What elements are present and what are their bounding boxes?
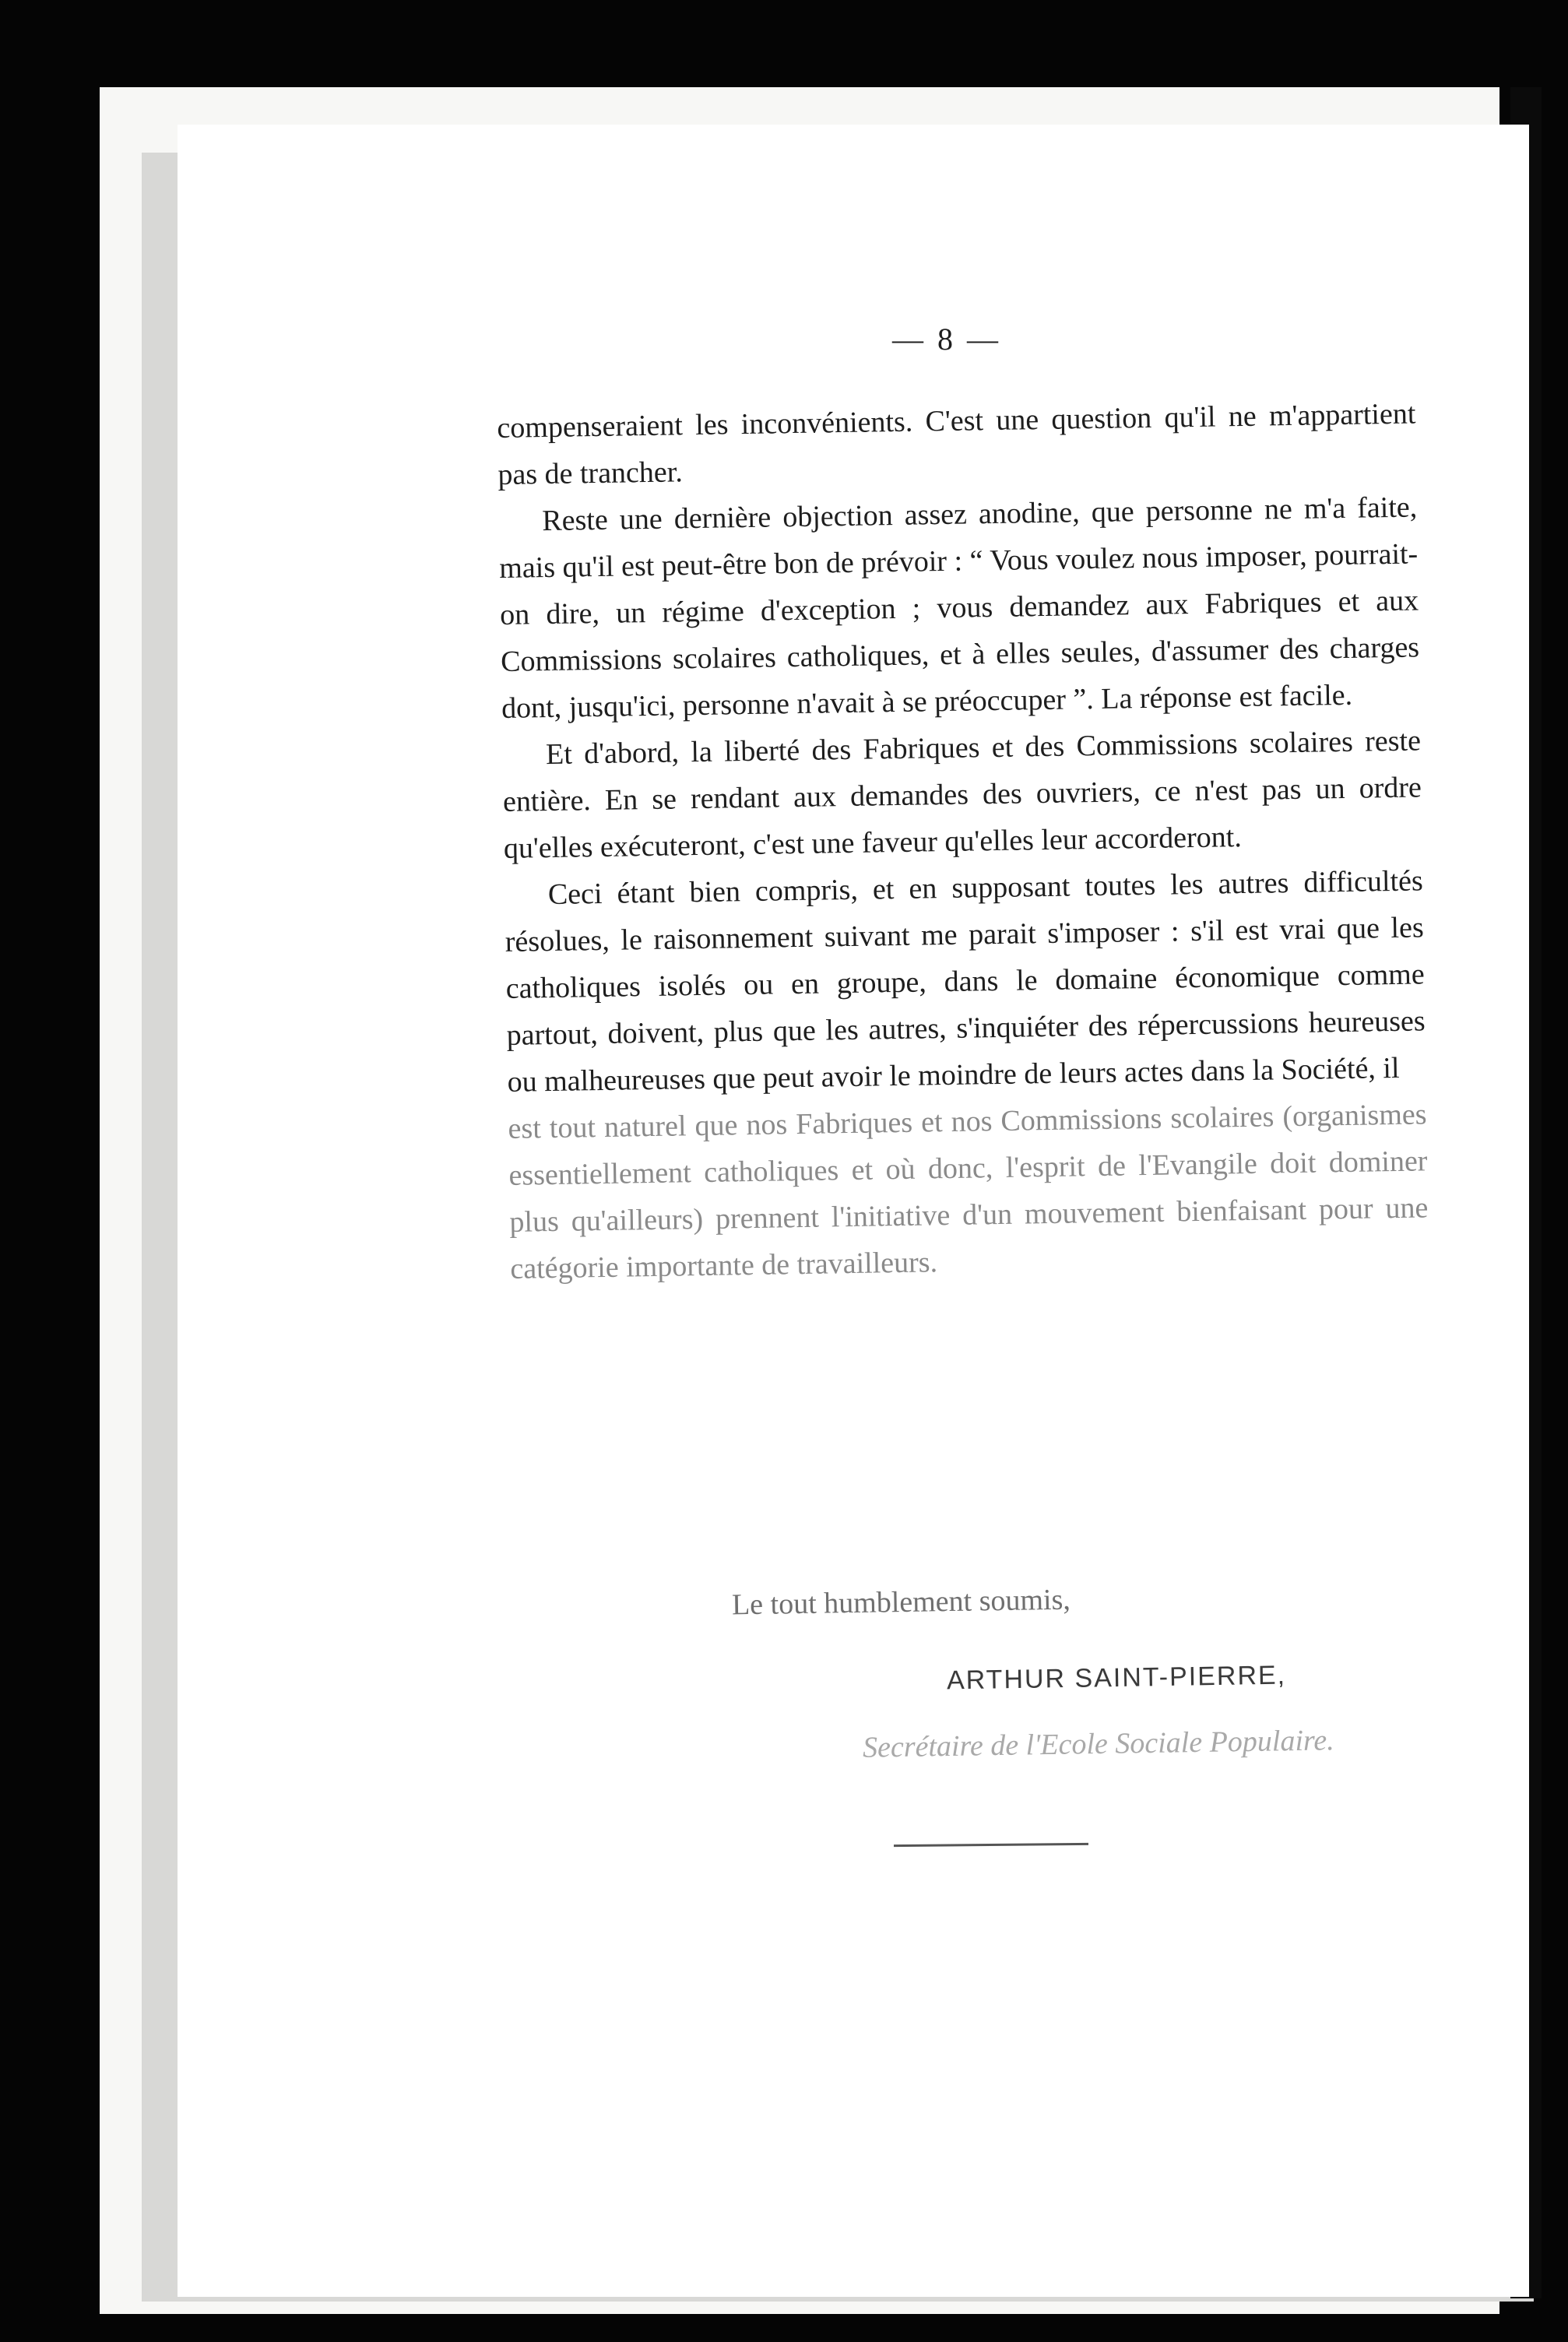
signature-name: ARTHUR SAINT-PIERRE, [946, 1660, 1287, 1696]
signature-title: Secrétaire de l'Ecole Sociale Populaire. [862, 1724, 1335, 1764]
document-page [178, 125, 1529, 2297]
page-number: — 8 — [892, 322, 1001, 357]
body-text [497, 390, 1429, 1292]
closing-line: Le tout humblement soumis, [731, 1583, 1071, 1622]
paragraph-faded: est tout naturel que nos Fabriques et nos Commissions scolaires (organismes essentiellement catholiques et où donc, l'esprit de l'Evangile doit dominer plus qu'ailleurs) prennent l'initiative d'un mouvement bienfaisant pour une catégorie importante de travailleurs. [508, 1098, 1429, 1285]
paragraph: compenseraient les inconvénients. C'est une question qu'il ne m'appartient pas de trancher. [497, 397, 1416, 491]
paragraph: Ceci étant bien compris, et en supposant toutes les autres difficultés résolues, le raisonnement suivant me parait s'imposer : s'il est vrai que les catholiques isolés ou en groupe, dans le domaine économique comme partout, doivent, plus que les autres, s'inquiéter des répercussions heureuses ou malheureuses que peut avoir le moindre de leurs actes dans la Société, il [505, 864, 1426, 1099]
paragraph: Et d'abord, la liberté des Fabriques et des Commissions scolaires reste entière. En se rendant aux demandes des ouvriers, ce n'est pas un ordre qu'elles exécuteront, c'est une faveur qu'elles leur accorderont. [502, 724, 1422, 865]
end-rule [894, 1843, 1088, 1847]
paragraph: Reste une dernière objection assez anodine, que personne ne m'a faite, mais qu'il est peut-être bon de prévoir : “ Vous voulez nous imposer, pourrait-on dire, un régime d'exception ; vous demandez aux Fabriques et aux Commissions scolaires catholiques, et à elles seules, d'assumer des charges dont, jusqu'ici, personne n'avait à se préoccuper ”. La réponse est facile. [498, 491, 1420, 725]
